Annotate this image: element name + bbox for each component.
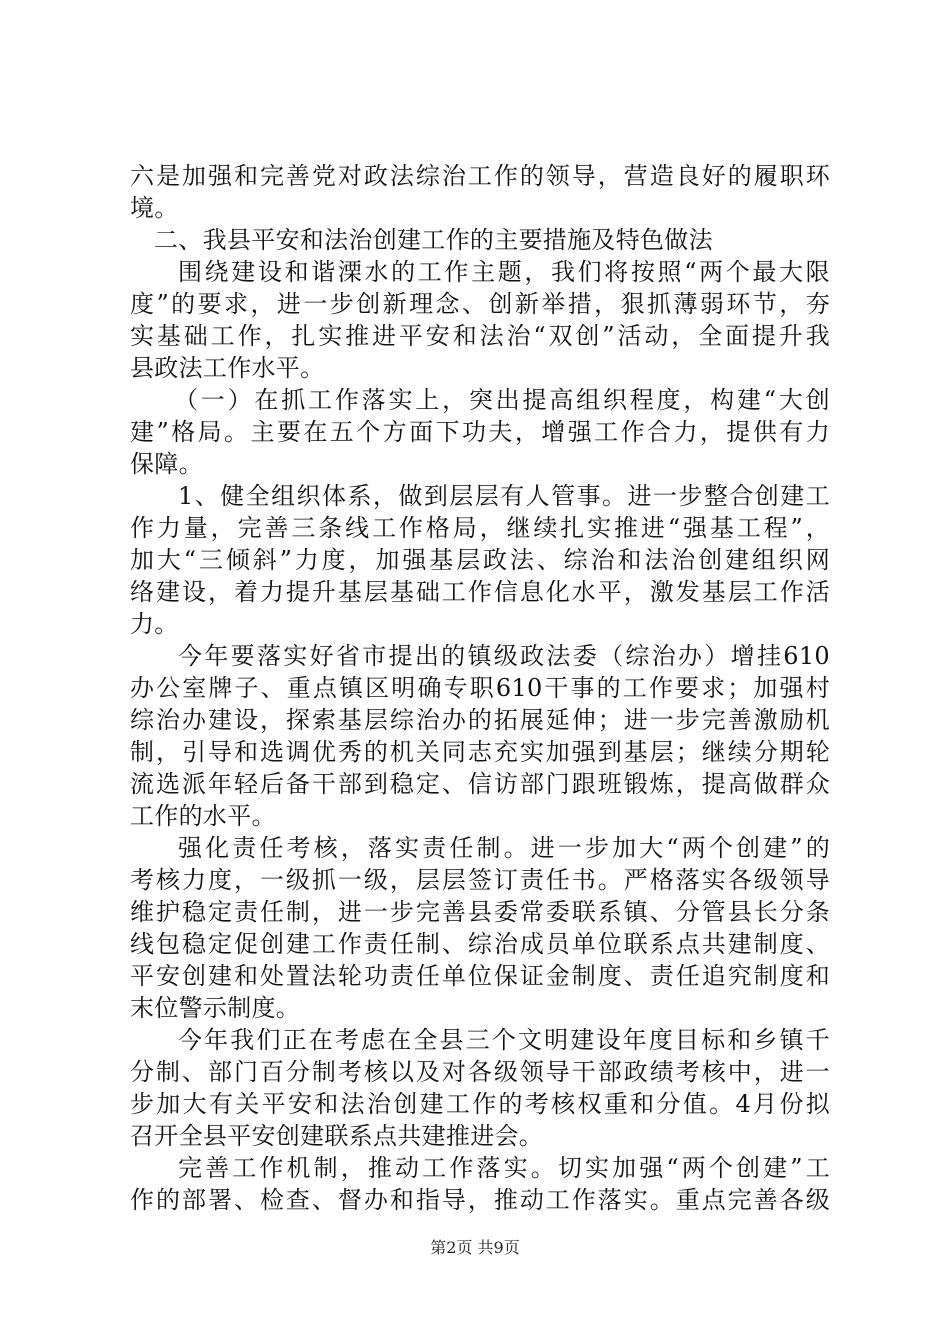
document-body <box>130 160 830 1216</box>
text-line: 工作的水平。 <box>130 802 276 830</box>
page-number-footer: 第2页 共9页 <box>430 1238 520 1257</box>
text-line: 实基础工作，扎实推进平安和法治“双创”活动，全面提升我 <box>130 322 830 350</box>
text-line: 末位警示制度。 <box>130 994 301 1022</box>
text-line: 六是加强和完善党对政法综治工作的领导，营造良好的履职环 <box>130 162 830 190</box>
para-7 <box>130 1024 830 1152</box>
text-line: 保障。 <box>130 450 203 478</box>
para-5 <box>130 640 830 832</box>
para-8 <box>130 1152 830 1216</box>
para-2 <box>130 256 830 384</box>
text-line: 强化责任考核，落实责任制。进一步加大“两个创建”的 <box>178 834 830 862</box>
text-line: 县政法工作水平。 <box>130 354 325 382</box>
para-3 <box>130 384 830 480</box>
text-line: 今年我们正在考虑在全县三个文明建设年度目标和乡镇千 <box>178 1026 830 1054</box>
text-line: （一）在抓工作落实上，突出提高组织程度，构建“大创 <box>174 386 830 414</box>
heading-2 <box>130 224 830 256</box>
text-line: 作力量，完善三条线工作格局，继续扎实推进“强基工程”， <box>130 514 830 542</box>
text-line: 力。 <box>130 610 179 638</box>
text-line: 二、我县平安和法治创建工作的主要措施及特色做法 <box>154 226 713 254</box>
text-line: 今年要落实好省市提出的镇级政法委（综治办）增挂610 <box>178 642 830 670</box>
text-line: 加大“三倾斜”力度，加强基层政法、综治和法治创建组织网 <box>130 546 830 574</box>
text-line: 分制、部门百分制考核以及对各级领导干部政绩考核中，进一 <box>130 1058 830 1086</box>
text-line: 络建设，着力提升基层基础工作信息化水平，激发基层工作活 <box>130 578 830 606</box>
text-line: 制，引导和选调优秀的机关同志充实加强到基层；继续分期轮 <box>130 738 830 766</box>
text-line: 维护稳定责任制，进一步完善县委常委联系镇、分管县长分条 <box>130 898 830 926</box>
text-line: 围绕建设和谐溧水的工作主题，我们将按照“两个最大限 <box>178 258 830 286</box>
text-line: 办公室牌子、重点镇区明确专职610干事的工作要求；加强村 <box>130 674 830 702</box>
para-6 <box>130 832 830 1024</box>
text-line: 综治办建设，探索基层综治办的拓展延伸；进一步完善激励机 <box>130 706 830 734</box>
text-line: 步加大有关平安和法治创建工作的考核权重和分值。4月份拟 <box>130 1090 830 1118</box>
para-1 <box>130 160 830 224</box>
text-line: 度”的要求，进一步创新理念、创新举措，狠抓薄弱环节，夯 <box>130 290 830 318</box>
text-line: 境。 <box>130 194 179 222</box>
text-line: 作的部署、检查、督办和指导，推动工作落实。重点完善各级 <box>130 1186 830 1214</box>
para-4 <box>130 480 830 640</box>
text-line: 考核力度，一级抓一级，层层签订责任书。严格落实各级领导 <box>130 866 830 894</box>
text-line: 平安创建和处置法轮功责任单位保证金制度、责任追究制度和 <box>130 962 830 990</box>
text-line: 1、健全组织体系，做到层层有人管事。进一步整合创建工 <box>178 482 830 510</box>
text-line: 完善工作机制，推动工作落实。切实加强“两个创建”工 <box>178 1154 830 1182</box>
text-line: 流选派年轻后备干部到稳定、信访部门跟班锻炼，提高做群众 <box>130 770 830 798</box>
text-line: 召开全县平安创建联系点共建推进会。 <box>130 1122 544 1150</box>
text-line: 线包稳定促创建工作责任制、综治成员单位联系点共建制度、 <box>130 930 830 958</box>
text-line: 建”格局。主要在五个方面下功夫，增强工作合力，提供有力 <box>130 418 830 446</box>
